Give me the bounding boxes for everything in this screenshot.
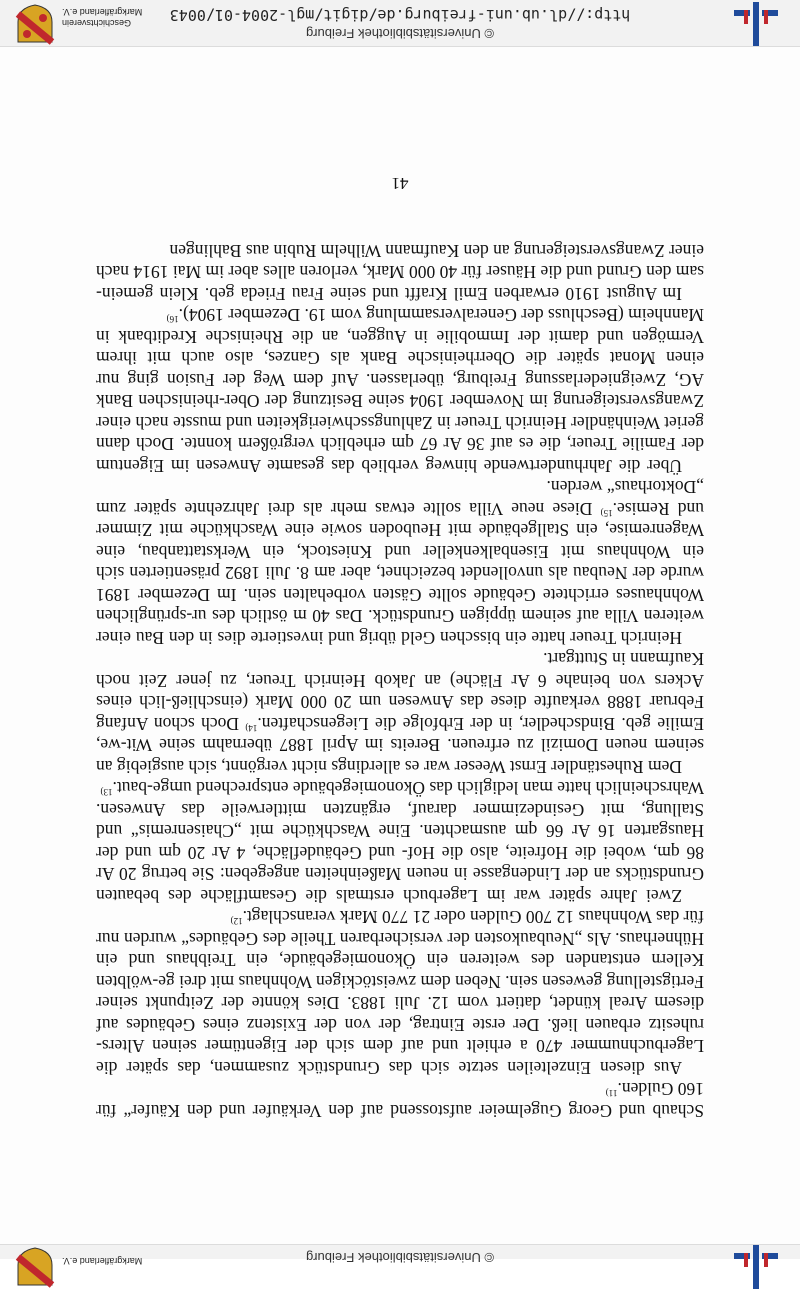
paragraph: Über die Jahrhundertwende hinweg verblieb das gesamte Anwesen im Eigentum der Familie Treuer, die es auf 36 Ar 67 qm erheblich vergrößern konnte. Doch dann geriet Weinhändler Heinrich Treuer in Zahlungsschwierigkeiten und musste nach einer Zwangsversteigerung im November 1904 seine Besitzung der Ober-rheinischen Bank AG, Zweigniederlassung Freiburg, überlassen. Auf dem Weg der Fusion ging nur einen Monat später die Oberrheinische Bank als Ganzes, also auch mit ihrem Vermögen und damit der Immobilie in Auggen, an die Rheinische Kreditbank in Mannheim (Beschluss der Generalversammlung vom 19. Dezember 1904).$^{16)}$ [96,305,704,476]
society-label: Geschichtsverein Markgräflerland e.V. [62,7,143,28]
paragraph: Heinrich Treuer hatte ein bisschen Geld übrig und investierte dies in den Bau einer weiteren Villa auf seinem üppigen Grundstück. Das 40 m östlich des ur-sprünglichen Wohnhauses errichtete Gebäude sollte Gästen vorbehalten sein. Im Dezember 1891 wurde der Neubau als unvollendet bezeichnet, aber am 8. Juli 1892 präsentierten sich ein Wohnhaus mit Eisenbalkenkeller und Kniestock, ein Werkstattanbau, eine Wagenremise, ein Stallgebäude mit Heuboden sowie eine Waschküche mit Zimmer und Remise.$^{15)}$ Diese neue Villa sollte etwas mehr als drei Jahrzehnte später zum „Doktorhaus“ werden. [96,477,704,648]
paragraph: Im August 1910 erwarben Emil Krafft und seine Frau Frieda geb. Klein gemein-sam den Grund und die Häuser für 40 000 Mark, verloren alles aber im Mai 1914 nach einer Zwangsversteigerung an den Kaufmann Wilhelm Rubin aus Bahlingen [96,241,704,304]
footnote-ref: 11) [605,1088,618,1099]
document-url-link[interactable]: http://dl.ub.uni-freiburg.de/digit/mgl-2004-01/0043 [169,6,631,24]
footnote-ref: 15) [600,507,613,518]
footnote-ref: 14) [245,722,258,733]
footnote-ref: 16) [166,314,179,325]
header-bar [0,1244,800,1266]
footnote-ref: 13) [100,787,113,798]
history-society-crest-icon [16,4,54,44]
paragraph: Dem Ruheständler Ernst Weeser war es allerdings nicht vergönnt, sich ausgiebig an seinem neuen Domizil zu erfreuen. Bereits im April 1887 übernahm seine Wit-we, Emilie geb. Bindschedler, in der Erbfolge die Liegenschaften.$^{14)}$ Doch schon Anfang Februar 1888 verkaufte diese das Anwesen um 20 000 Mark (einschließ-lich eines Ackers von beinahe 6 Ar Fläche) an Jakob Heinrich Treuer, zu jener Zeit noch Kaufmann in Stuttgart. [96,649,704,777]
history-society-crest-icon [16,1247,54,1287]
paragraph: Zwei Jahre später war im Lagerbuch erstmals die Gesamtfläche des bebauten Grundstücks an der Lindengasse in neuen Maßeinheiten angegeben: Sie betrug 20 Ar 86 qm, wobei die Hofreite, also die Hof- und Gebäudefläche, 4 Ar 20 qm und der Hausgarten 16 Ar 66 qm ausmachten. Eine Waschküche mit „Chaisenremis“ und Stallung, mit Gesindezimmer darauf, ergänzten mittlerweile das Anwesen. Wahrscheinlich hatte man lediglich das Ökonomiegebäude entsprechend umge-baut.$^{13)}$ [96,778,704,906]
document-text [96,196,704,1121]
page-number: 41 [391,174,409,193]
footer-copyright: © Universitätsbibliothek Freiburg [305,26,495,41]
footer-bar [0,0,800,47]
paragraph: Schaub und Georg Gugelmeier aufstossend auf den Verkäufer und den Käufer“ für 160 Gulden.$^{11)}$ [96,1079,704,1121]
header-copyright: © Universitätsbibliothek Freiburg [305,1250,495,1265]
footnote-ref: 12) [230,916,243,927]
header-society-label: Markgräflerland e.V. [62,1256,143,1266]
paragraph: Aus diesen Einzelteilen setzte sich das Grundstück zusammen, das später die Lagerbuchnummer 470 a erhielt und auf dem sich der Eigentümer seinen Alters-ruhesitz erbauen ließ. Der erste Eintrag, der von der Existenz eines Gebäudes auf diesem Areal kündet, datiert vom 12. Juli 1883. Dies könnte der Zeitpunkt seiner Fertigstellung gewesen sein. Neben dem zweistöckigen Wohnhaus mit drei ge-wölbten Kellern entstanden des weiteren ein Ökonomiegebäude, ein Treibhaus und ein Hühnerhaus. Als „Neubaukosten der versicherbaren Theile des Gebäudes“ wurden nur für das Wohnhaus 12 700 Gulden oder 21 770 Mark veranschlagt.$^{12)}$ [96,907,704,1078]
